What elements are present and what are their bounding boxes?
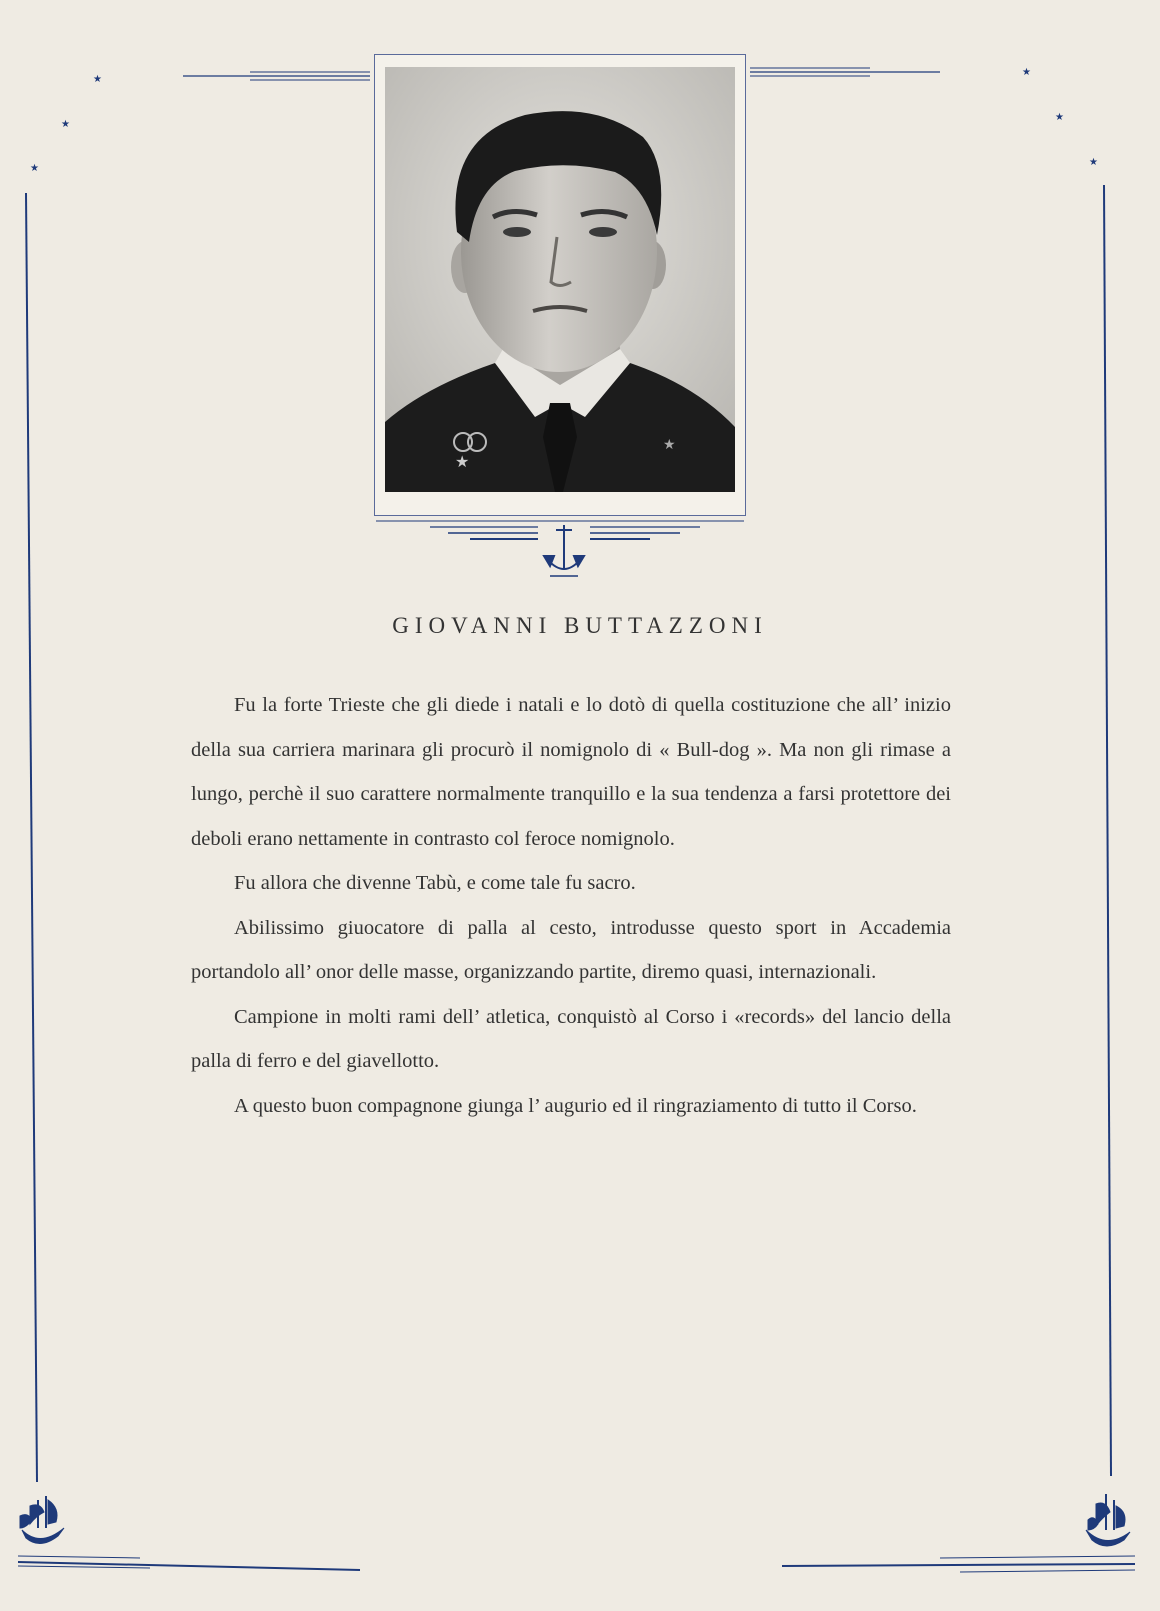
paragraph: Fu la forte Trieste che gli diede i natali e lo dotò di quella costituzione che all’ inizio della sua carriera marinara gli procurò il nomignolo di « Bull-dog ». Ma non gli rimase a lungo, perchè il suo carattere normalmente tranquillo e la sua tendenza a farsi protettore dei deboli erano nettamente in contrasto col feroce nomignolo.: [191, 694, 951, 850]
svg-text:★: ★: [1089, 157, 1098, 168]
portrait-frame: [374, 54, 746, 516]
svg-text:★: ★: [30, 163, 39, 174]
svg-text:★: ★: [1055, 112, 1064, 123]
sailing-ship-icon: [1086, 1494, 1130, 1546]
svg-text:★: ★: [61, 119, 70, 130]
paragraph: Abilissimo giuocatore di palla al cesto, introdusse questo sport in Accademia portandolo all’ onor delle masse, organizzando partite, diremo quasi, internazionali.: [191, 916, 951, 983]
svg-text:★: ★: [1022, 67, 1031, 78]
paragraph: Campione in molti rami dell’ atletica, conquistò al Corso i «records» del lancio della palla di ferro e del giavellotto.: [191, 1005, 951, 1072]
paragraph: Fu allora che divenne Tabù, e come tale fu sacro.: [234, 872, 636, 894]
sailing-ship-icon: [20, 1496, 64, 1544]
anchor-icon: [544, 525, 584, 576]
portrait-photo: [385, 67, 735, 492]
paragraph: A questo buon compagnone giunga l’ augurio ed il ringraziamento di tutto il Corso.: [234, 1094, 917, 1117]
svg-text:★: ★: [93, 74, 102, 85]
svg-text:★: ★: [663, 437, 676, 453]
person-name-heading: GIOVANNI BUTTAZZONI: [392, 613, 768, 638]
biography-text: [191, 683, 951, 1128]
svg-text:★: ★: [455, 452, 470, 471]
